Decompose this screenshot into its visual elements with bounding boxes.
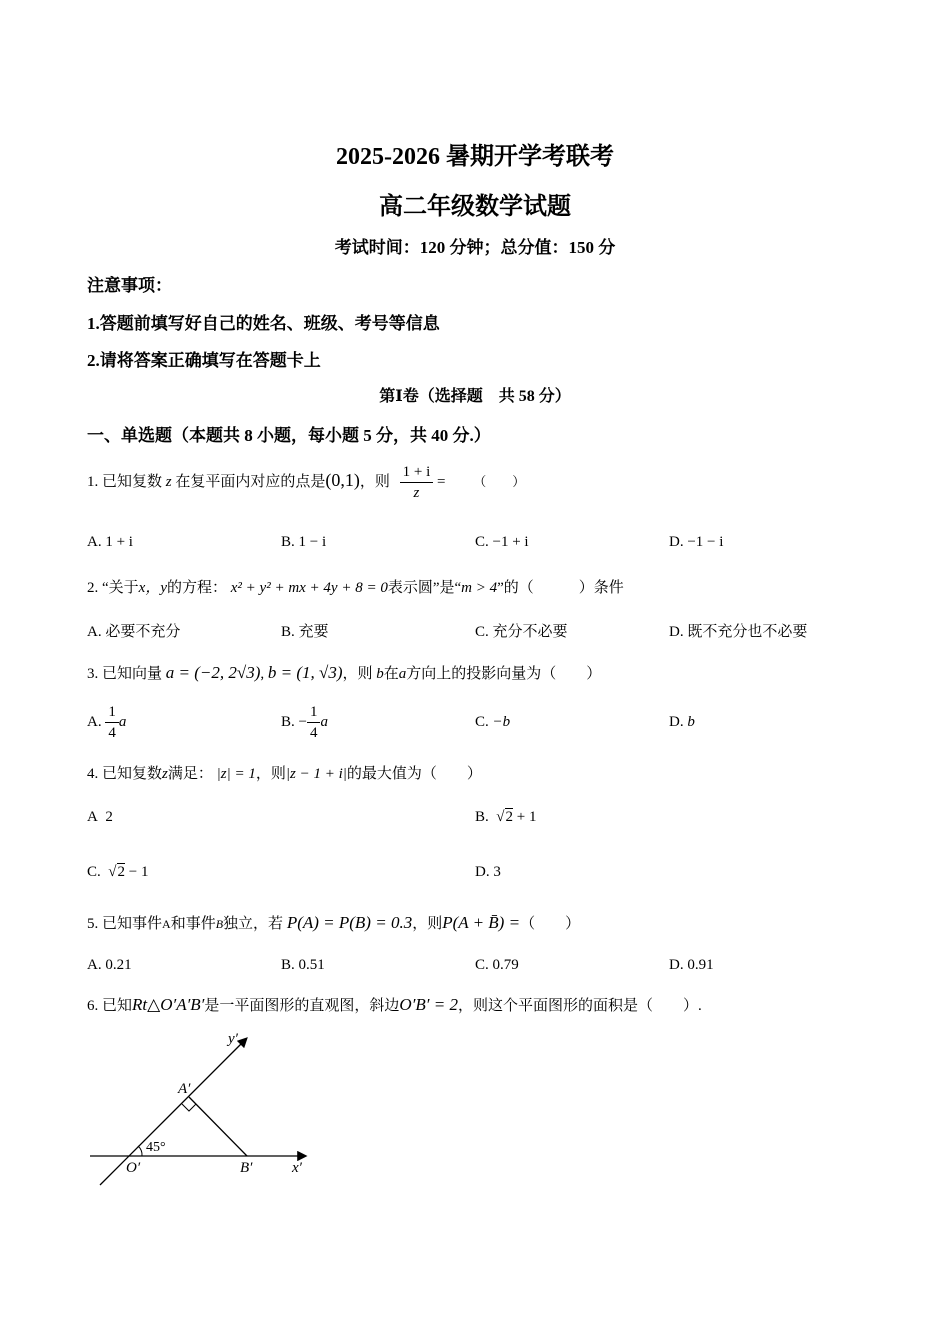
segment-a-b xyxy=(189,1097,247,1156)
origin-label: O′ xyxy=(126,1160,141,1176)
exam-title: 2025-2026 暑期开学考联考 xyxy=(336,144,614,170)
question-3: 3. 已知向量 a = (−2, 2√3), b = (1, √3)，则 b在a方向上的投影向量为（ ） xyxy=(87,663,602,682)
q1-option-b: B. 1 − i xyxy=(281,534,327,550)
q2-option-d: D. 既不充分也不必要 xyxy=(669,624,808,640)
volume-heading: 第Ⅰ卷（选择题 共 58 分） xyxy=(379,388,571,405)
question-6: 6. 已知Rt△O′A′B′是一平面图形的直观图，斜边O′B′ = 2，则这个平面图形的面积是（ ）. xyxy=(87,995,702,1014)
y-axis-label: y′ xyxy=(228,1031,238,1047)
right-angle-mark xyxy=(182,1104,196,1111)
q3-option-d: D. b xyxy=(669,714,695,730)
question-4: 4. 已知复数z满足： |z| = 1，则|z − 1 + i|的最大值为（ ） xyxy=(87,766,482,782)
q4-option-a: A 2 xyxy=(87,809,113,825)
q5-option-d: D. 0.91 xyxy=(669,957,714,973)
question-1: 1. 已知复数 z 在复平面内对应的点是(0,1)，则 $\frac{1 + i}{z}$ = （ ） xyxy=(87,464,526,501)
section-heading: 一、单选题（本题共 8 小题，每小题 5 分，共 40 分.） xyxy=(87,426,491,445)
q3-option-b: B. − $\frac{1}{4}$ a xyxy=(281,704,328,741)
point-b-label: B′ xyxy=(240,1160,253,1176)
q5-option-b: B. 0.51 xyxy=(281,957,325,973)
question-5: 5. 已知事件A和事件B独立，若 P(A) = P(B) = 0.3，则P(A + B̄) =（ ） xyxy=(87,913,581,932)
q3-option-a: A. $\frac{1}{4}$ a xyxy=(87,704,127,741)
q3-option-c: C. −b xyxy=(475,714,511,730)
notes-heading: 注意事项： xyxy=(87,276,172,295)
q4-option-d: D. 3 xyxy=(475,864,501,880)
y-axis xyxy=(100,1039,246,1185)
q1-fraction-denominator: z xyxy=(413,485,420,501)
q1-option-d: D. −1 − i xyxy=(669,534,724,550)
exam-info: 考试时间：120 分钟；总分值：150 分 xyxy=(334,238,616,257)
q5-option-c: C. 0.79 xyxy=(475,957,519,973)
q2-option-b: B. 充要 xyxy=(281,624,329,640)
exam-subtitle: 高二年级数学试题 xyxy=(379,194,571,220)
q2-option-c: C. 充分不必要 xyxy=(475,624,568,640)
q1-option-c: C. −1 + i xyxy=(475,534,529,550)
q4-option-c: C. √2 − 1 xyxy=(87,864,149,880)
angle-arc xyxy=(138,1146,142,1156)
note-item-1: 1.答题前填写好自己的姓名、班级、考号等信息 xyxy=(87,314,440,333)
note-item-2: 2.请将答案正确填写在答题卡上 xyxy=(87,351,321,370)
x-axis-label: x′ xyxy=(292,1160,302,1176)
q4-option-b: B. √2 + 1 xyxy=(475,809,537,825)
vector-a-definition: a = (−2, 2√3) xyxy=(165,663,261,682)
question-2: 2. “关于x，y的方程： x² + y² + mx + 4y + 8 = 0表示圆”是“m > 4”的（ ）条件 xyxy=(87,580,624,596)
q1-fraction-numerator: 1 + i xyxy=(400,462,434,483)
vector-b-definition: b = (1, √3) xyxy=(267,663,343,682)
q1-option-a: A. 1 + i xyxy=(87,534,133,550)
point-a-label: A′ xyxy=(178,1081,191,1097)
q2-option-a: A. 必要不充分 xyxy=(87,624,181,640)
q5-option-a: A. 0.21 xyxy=(87,957,132,973)
oblique-projection-figure xyxy=(80,1025,340,1195)
angle-label: 45° xyxy=(146,1140,166,1155)
